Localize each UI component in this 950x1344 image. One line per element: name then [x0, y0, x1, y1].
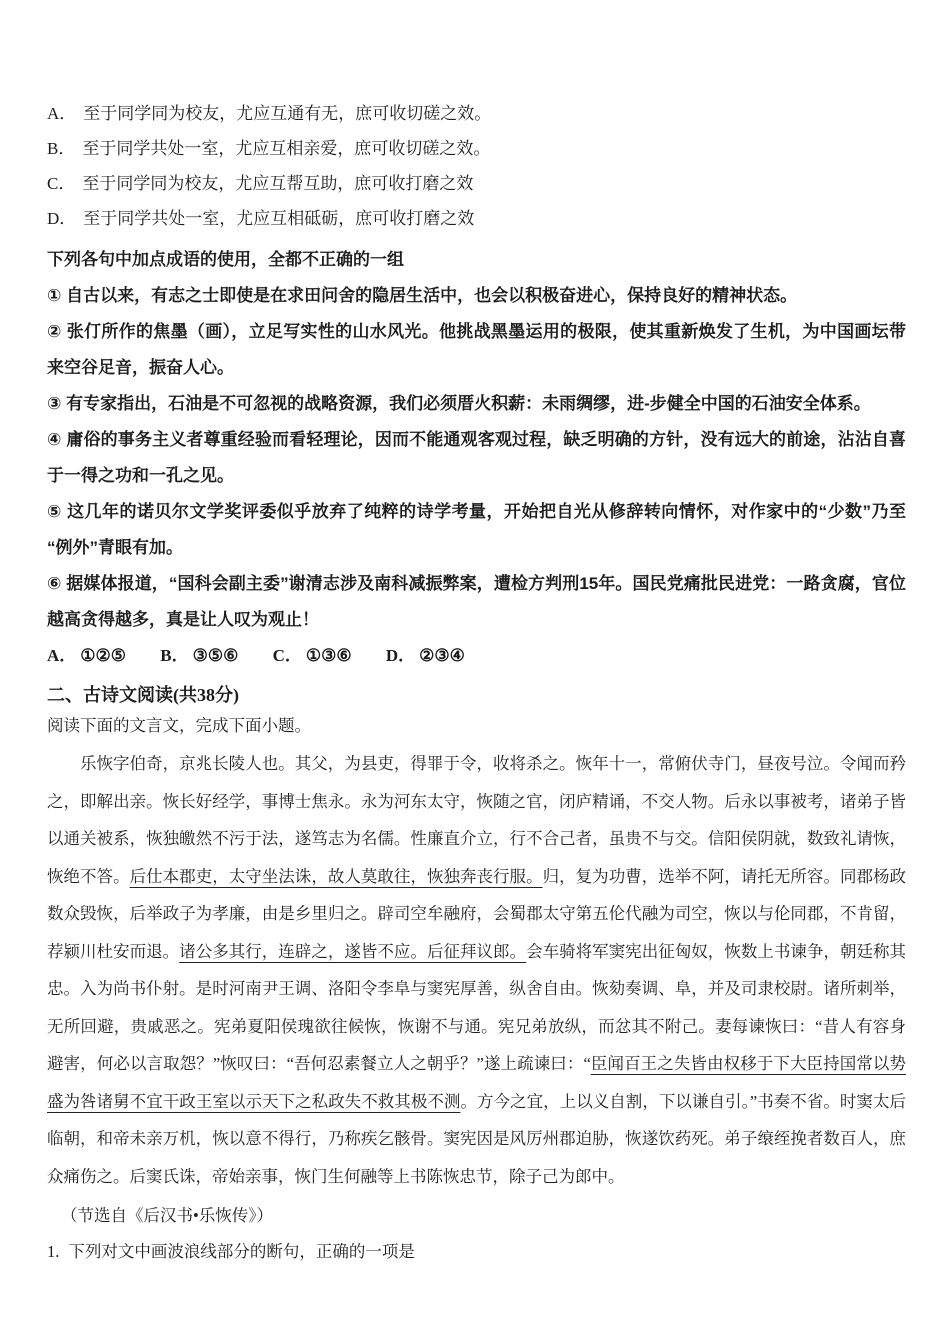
answer-c-label: C． — [272, 646, 302, 665]
idiom-item-2: ② 张仃所作的焦墨（画），立足写实性的山水风光。他挑战黑墨运用的极限，使其重新焕发了生机，为中国画坛带来空谷足音，振奋人心。 — [47, 322, 906, 377]
option-a — [47, 96, 906, 131]
passage-segment-4: 。方今之宜，上以义自割，下以谦自引。”书奏不省。时窦太后临朝，和帝未亲万机，恢以意不得行，乃称疾乞骸骨。窦宪因是风厉州郡迫胁，恢遂饮药死。弟子缞绖挽者数百人，庶众痛伤之。后窦氏诛，帝始亲事，恢门生何融等上书陈恢忠节，除子己为郎中。 — [47, 1091, 907, 1186]
question-1-number: 1. — [47, 1242, 60, 1261]
reading-instruction: 阅读下面的文言文，完成下面小题。 — [47, 716, 311, 735]
idiom-item-3: ③ 有专家指出，石油是不可忽视的战略资源，我们必须厝火积薪：未雨绸缪，进-步健全中国的石油安全体系。 — [47, 394, 871, 413]
idiom-answer-line — [47, 638, 906, 674]
option-b-label: B． — [47, 139, 76, 158]
option-b — [47, 131, 906, 166]
option-a-label: A． — [47, 104, 77, 123]
answer-option-d — [386, 646, 465, 665]
answer-d-text: ②③④ — [419, 646, 465, 665]
answer-option-c — [273, 646, 352, 665]
option-c-label: C． — [47, 174, 76, 193]
idiom-question-stem: 下列各句中加点成语的使用，全都不正确的一组 — [47, 250, 404, 269]
answer-option-a — [47, 646, 126, 665]
option-c-text: 至于同学同为校友，尤应互帮互助，庶可收打磨之效 — [82, 174, 474, 193]
question-1 — [47, 1235, 906, 1269]
answer-c-text: ①③⑥ — [305, 646, 352, 665]
option-c — [47, 166, 906, 201]
passage-source: （节选自《后汉书•乐恢传》） — [61, 1206, 274, 1225]
answer-a-label: A． — [47, 646, 77, 665]
choice-options-block — [47, 96, 906, 236]
idiom-question-block — [47, 242, 906, 674]
option-d-label: D． — [47, 209, 77, 228]
answer-option-b — [160, 646, 238, 665]
answer-a-text: ①②⑤ — [80, 646, 127, 665]
passage-segment-3: 会车骑将军窦宪出征匈奴，恢数上书谏争，朝廷称其忠。入为尚书仆射。是时河南尹王调、洛阳令李阜与窦宪厚善，纵舍自由。恢劾奏调、阜，并及司隶校尉。诸所刺举，无所回避，贵戚恶之。宪弟夏阳侯瑰欲往候恢，恢谢不与通。宪兄弟放纵，而忿其不附己。妻每谏恢曰：“昔人有容身避害，何必以言取怨？”恢叹曰：“吾何忍素餐立人之朝乎？”遂上疏谏曰：“ — [47, 941, 907, 1073]
classical-reading-section — [47, 678, 906, 1269]
idiom-item-5: ⑤ 这几年的诺贝尔文学奖评委似乎放弃了纯粹的诗学考量，开始把自光从修辞转向情怀，对作家中的“少数”乃至“例外”青眼有加。 — [47, 502, 906, 557]
passage-segment-1: 乐恢字伯奇，京兆长陵人也。其父，为县吏，得罪于令，收将杀之。恢年十一，常俯伏寺门，昼夜号泣。令闻而矜之，即解出亲。恢长好经学，事博士焦永。永为河东太守，恢随之官，闭庐精诵，不交人物。后永以事被考，诸弟子皆以通关被系，恢独皦然不污于法，遂笃志为名儒。性廉直介立，行不合己者，虽贵不与交。信阳侯阴就，数致礼请恢，恢绝不答。 — [47, 754, 906, 886]
answer-d-label: D． — [385, 646, 416, 665]
option-b-text: 至于同学共处一室，尤应互相亲爱，庶可收切磋之效。 — [82, 139, 491, 158]
answer-b-text: ③⑤⑥ — [192, 646, 239, 665]
question-1-text: 下列对文中画波浪线部分的断句，正确的一项是 — [68, 1242, 415, 1261]
passage-underlined-segment-3: 臣闻百王之失皆由权移于下大臣持国常以势盛为咎诸舅不宜干政王室以示天下之私政失不救其极不测 — [47, 1054, 906, 1111]
option-d — [47, 201, 906, 236]
passage-underlined-segment-1: 后仕本郡吏，太守坐法诛，故人莫敢往，恢独奔丧行服。 — [129, 866, 543, 886]
answer-b-label: B． — [160, 646, 189, 665]
idiom-item-6: ⑥ 据媒体报道，“国科会副主委”谢清志涉及南科减振弊案，遭检方判刑15年。国民党痛批民进党：一路贪腐，官位越高贪得越多，真是让人叹为观止！ — [47, 574, 906, 629]
idiom-item-1: ① 自古以来，有志之士即使是在求田问舍的隐居生活中，也会以积极奋进心，保持良好的精神状态。 — [47, 286, 798, 305]
option-a-text: 至于同学同为校友，尤应互通有无，庶可收切磋之效。 — [83, 104, 492, 123]
section-heading: 二、古诗文阅读(共38分) — [47, 685, 239, 705]
idiom-item-4: ④ 庸俗的事务主义者尊重经验而看轻理论，因而不能通观客观过程，缺乏明确的方针，没有远大的前途，沾沾自喜于一得之功和一孔之见。 — [47, 430, 906, 485]
option-d-text: 至于同学共处一室，尤应互相砥砺，庶可收打磨之效 — [83, 209, 475, 228]
passage-underlined-segment-2: 诸公多其行，连辟之，遂皆不应。后征拜议郎。 — [179, 941, 527, 961]
classical-passage — [47, 745, 906, 1195]
passage-segment-2: 归，复为功曹，选举不阿，请托无所容。同郡杨政数众毁恢，后举政子为孝廉，由是乡里归之。辟司空牟融府，会蜀郡太守第五伦代融为司空，恢以与伦同郡，不肯留，荐颍川杜安而退。 — [47, 866, 907, 961]
